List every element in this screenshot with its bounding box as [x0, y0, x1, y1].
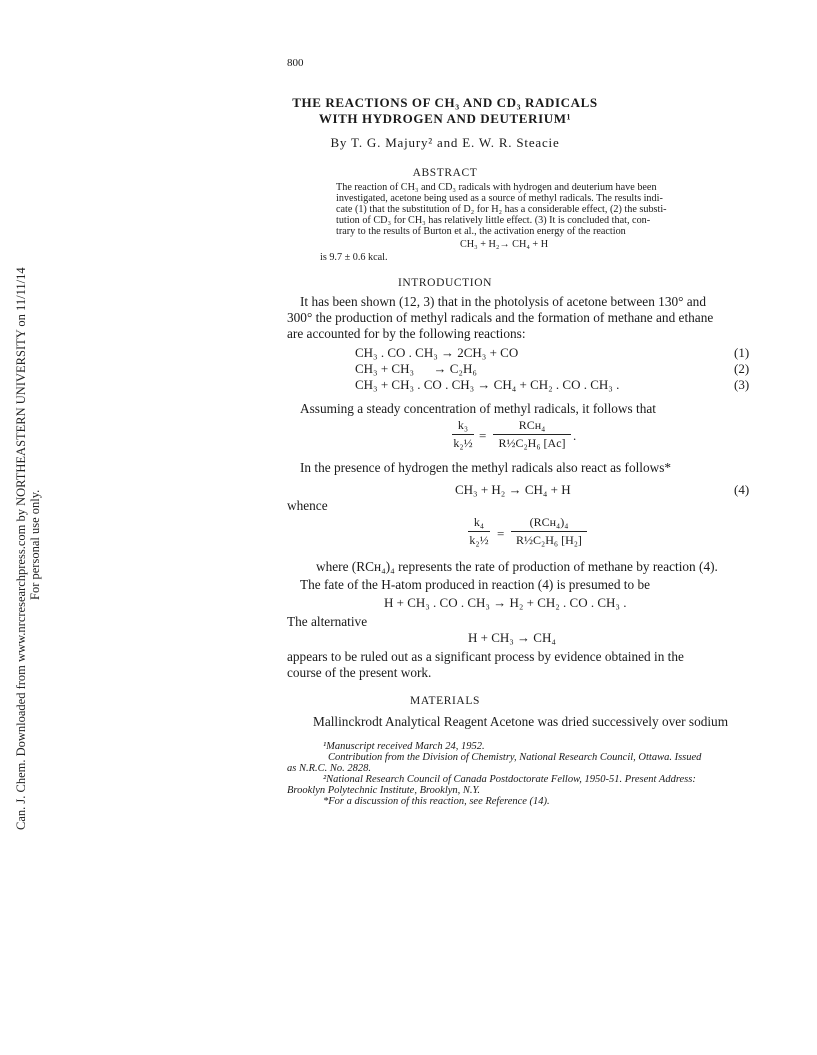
reaction-4-number: (4) [734, 482, 750, 497]
reaction-1: CH₃ . CO . CH₃ → 2CH₃ + CO [355, 345, 519, 360]
abstract-line: The reaction of CH₃ and CD₃ radicals with hydrogen and deuterium have been [336, 182, 657, 193]
reaction-4: CH₃ + H₂ → CH₄ + H [455, 482, 571, 497]
reaction-3-number: (3) [734, 377, 750, 392]
reaction-1-number: (1) [734, 345, 750, 360]
intro-paragraph: Assuming a steady concentration of methyl radicals, it follows that [300, 401, 656, 416]
abstract-line: tution of CD₃ for CH₃ has relatively little effect. (3) It is concluded that, con- [336, 215, 651, 226]
footnote-line: ²National Research Council of Canada Postdoctorate Fellow, 1950-51. Present Address: [323, 774, 696, 785]
fraction-denominator: R½C₂H₆ [H₂] [516, 533, 582, 547]
fraction-numerator: k₃ [457, 418, 469, 432]
footnote-line: *For a discussion of this reaction, see Reference (14). [323, 796, 550, 807]
intro-paragraph-line: course of the present work. [287, 665, 432, 680]
reaction-3: CH₃ + CH₃ . CO . CH₃ → CH₄ + CH₂ . CO . CH₃ . [355, 377, 620, 392]
abstract-heading: ABSTRACT [412, 167, 478, 179]
intro-paragraph: In the presence of hydrogen the methyl radicals also react as follows* [300, 460, 672, 475]
fraction-numerator: RCʜ₄ [518, 418, 546, 432]
equals-sign: = [497, 526, 505, 541]
fraction-numerator: (RCʜ₄)₄ [529, 515, 569, 529]
download-notice-line2: For personal use only. [28, 489, 42, 600]
fraction-k4-rhs [511, 515, 587, 548]
fraction-bar [493, 434, 571, 435]
reaction-2: CH₃ + CH₃ → C₂H₆ [355, 361, 477, 376]
footnote-line: ¹Manuscript received March 24, 1952. [323, 741, 485, 752]
page-number: 800 [287, 57, 304, 69]
intro-paragraph-line: appears to be ruled out as a significant process by evidence obtained in the [287, 649, 684, 664]
fraction-bar [452, 434, 474, 435]
materials-heading: MATERIALS [410, 695, 480, 707]
abstract-reaction: CH₃ + H₂→ CH₄ + H [460, 239, 549, 250]
fraction-denominator: k₂½ [453, 436, 473, 450]
intro-paragraph-line: 300° the production of methyl radicals and the formation of methane and ethane [287, 310, 714, 325]
reaction-5: H + CH₃ . CO . CH₃ → H₂ + CH₂ . CO . CH₃ . [384, 595, 627, 610]
intro-paragraph: The fate of the H-atom produced in reaction (4) is presumed to be [300, 577, 651, 592]
fraction-bar [468, 531, 490, 532]
download-notice [14, 267, 42, 830]
intro-paragraph: where (RCʜ₄)₄ represents the rate of production of methane by reaction (4). [316, 559, 718, 574]
intro-paragraph-line: It has been shown (12, 3) that in the photolysis of acetone between 130° and [300, 294, 706, 309]
fraction-k3-lhs [452, 418, 474, 451]
fraction-bar [511, 531, 587, 532]
footnote-line: as N.R.C. No. 2828. [287, 763, 372, 774]
fraction-denominator: R½C₂H₆ [Ac] [498, 436, 566, 450]
abstract-result: is 9.7 ± 0.6 kcal. [320, 252, 388, 263]
fraction-k3-rhs [493, 418, 571, 451]
fraction-denominator: k₂½ [469, 533, 489, 547]
materials-text: Mallinckrodt Analytical Reagent Acetone was dried successively over sodium [313, 714, 729, 729]
footnote-line: Brooklyn Polytechnic Institute, Brooklyn, N.Y. [287, 785, 481, 796]
equals-sign: = [479, 428, 487, 443]
whence-text: whence [287, 498, 328, 513]
intro-paragraph-line: are accounted for by the following reactions: [287, 326, 526, 341]
title-line-1: THE REACTIONS OF CH₃ AND CD₃ RADICALS [292, 95, 598, 110]
abstract-line: cate (1) that the substitution of D₂ for H₂ has a considerable effect, (2) the substi- [336, 204, 667, 215]
fraction-tail: . [573, 428, 577, 443]
abstract-line: investigated, acetone being used as a source of methyl radicals. The results indi- [336, 193, 663, 204]
intro-paragraph: The alternative [287, 614, 368, 629]
fraction-k4-lhs [468, 515, 490, 548]
footnote-line: Contribution from the Division of Chemistry, National Research Council, Ottawa. Issued [328, 752, 702, 763]
abstract-line: trary to the results of Burton et al., the activation energy of the reaction [336, 226, 626, 237]
introduction-heading: INTRODUCTION [397, 277, 493, 289]
author-byline: By T. G. Majury² and E. W. R. Steacie [330, 135, 560, 150]
title-line-2: WITH HYDROGEN AND DEUTERIUM¹ [318, 111, 572, 126]
reaction-6: H + CH₃ → CH₄ [468, 630, 556, 645]
reaction-2-number: (2) [734, 361, 750, 376]
fraction-numerator: k₄ [473, 515, 485, 529]
download-notice-line1: Can. J. Chem. Downloaded from www.nrcresearchpress.com by NORTHEASTERN UNIVERSITY on 11/11/14 [14, 267, 28, 830]
